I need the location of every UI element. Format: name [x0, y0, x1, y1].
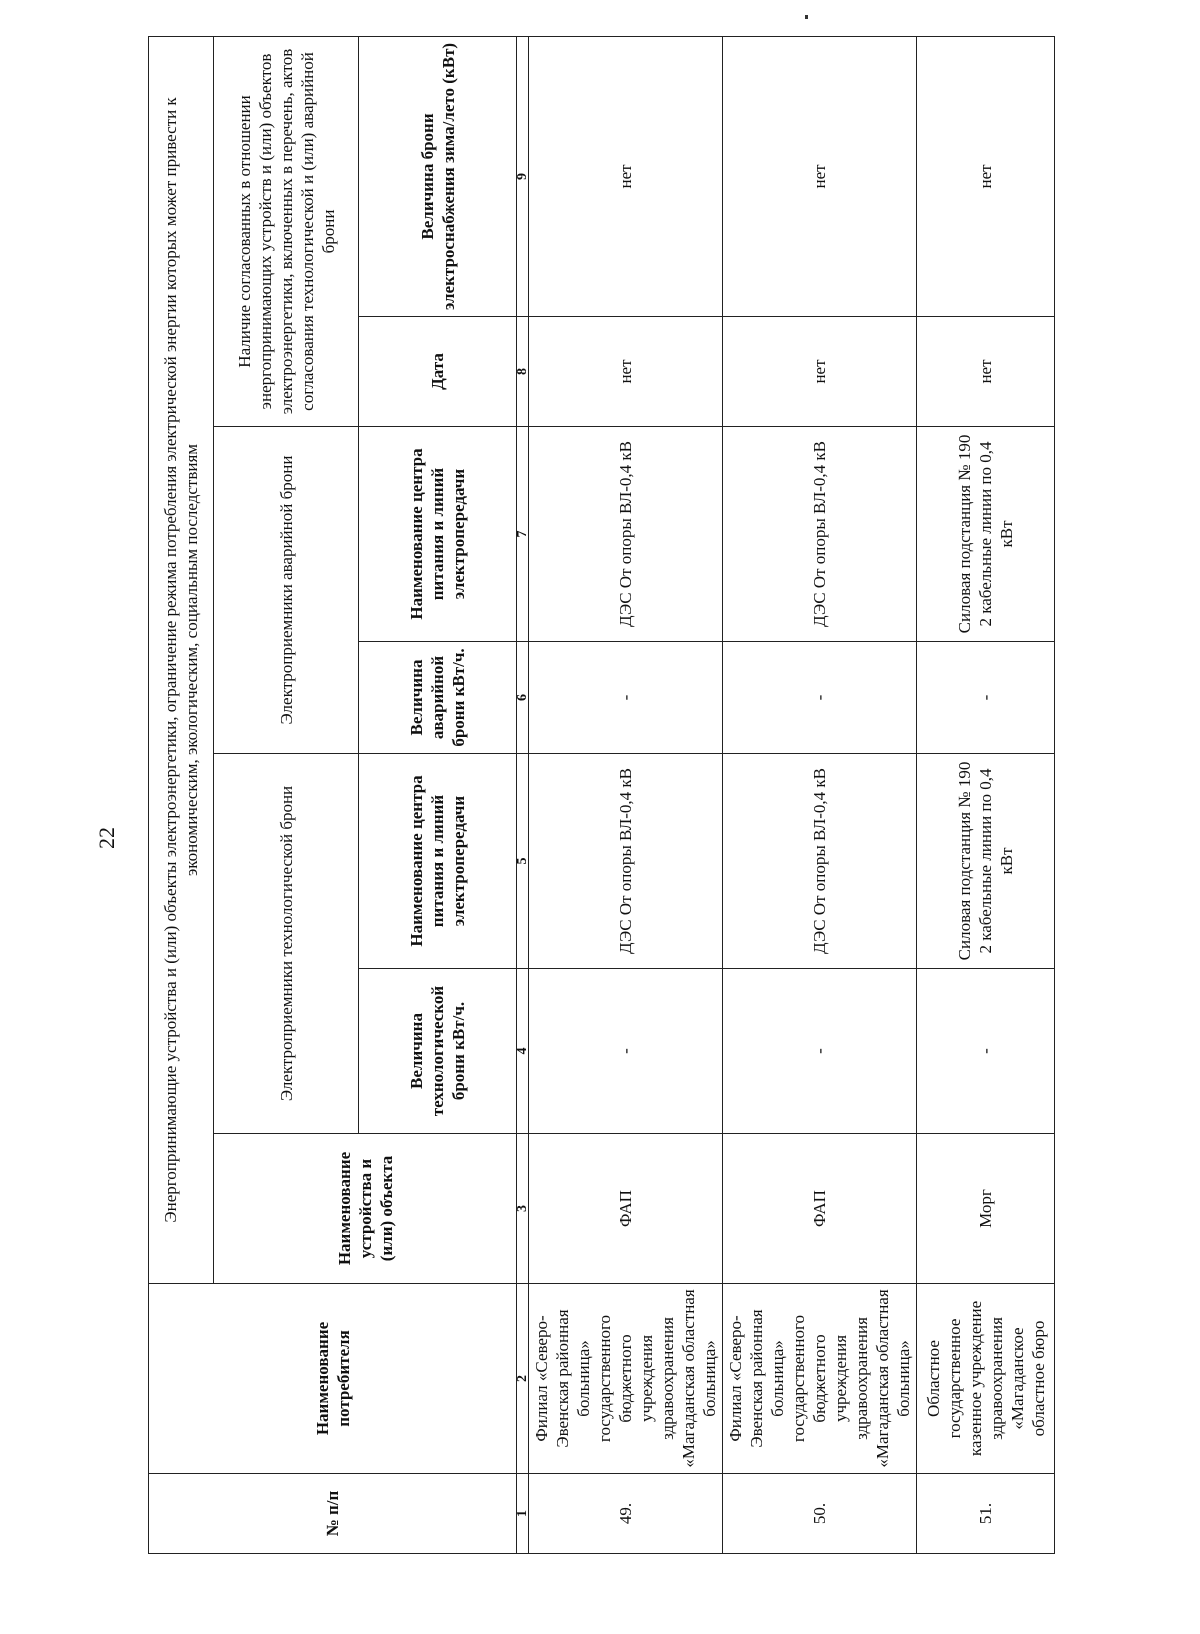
emerg-value: - [917, 642, 1055, 754]
emerg-center: Силовая подстанция № 190 2 кабельные линии по 0,4 кВт [917, 427, 1055, 642]
tech-value: - [723, 969, 917, 1134]
consumer-name: Филиал «Северо-Эвенская районная больница» государственного бюджетного учреждения здравоохранения «Магаданская областная больница» [723, 1284, 917, 1474]
header-emerg-center: Наименование центра питания и линий электропередачи [359, 427, 517, 642]
reserve-value: нет [529, 36, 723, 316]
header-emerg-value: Величина аварийной брони кВт/ч. [359, 642, 517, 754]
tech-center: ДЭС От опоры ВЛ-0,4 кВ [723, 754, 917, 969]
tech-center: Силовая подстанция № 190 2 кабельные линии по 0,4 кВт [917, 754, 1055, 969]
consumer-name: Областное государственное казенное учреждение здравоохранения «Магаданское областное бюро [917, 1284, 1055, 1474]
header-tech-group: Электроприемники технологической брони [214, 754, 359, 1134]
column-number: 4 [517, 969, 529, 1134]
column-number: 7 [517, 427, 529, 642]
emerg-value: - [529, 642, 723, 754]
column-number: 1 [517, 1474, 529, 1554]
header-tech-center: Наименование центра питания и линий электропередачи [359, 754, 517, 969]
column-number-row [517, 36, 529, 1553]
scan-speck [805, 15, 808, 19]
header-tech-value: Величина технологической брони кВт/ч. [359, 969, 517, 1134]
column-number: 2 [517, 1284, 529, 1474]
table-row [529, 36, 723, 1553]
row-number: 49. [529, 1474, 723, 1554]
column-number: 3 [517, 1134, 529, 1284]
column-number: 5 [517, 754, 529, 969]
header-group-title: Энергопринимающие устройства и (или) объекты электроэнергетики, ограничение режима потребления электрической энергии которых может привести к экономическим, экологическим, социальным последствиям [149, 36, 214, 1283]
header-device-name: Наименование устройства и (или) объекта [214, 1134, 517, 1284]
header-emerg-group: Электроприемники аварийной брони [214, 427, 359, 754]
row-number: 50. [723, 1474, 917, 1554]
header-row-1 [149, 36, 214, 1553]
tech-value: - [529, 969, 723, 1134]
reserve-value: нет [917, 36, 1055, 316]
tech-value: - [917, 969, 1055, 1134]
device-name: ФАП [723, 1134, 917, 1284]
header-date: Дата [359, 317, 517, 427]
tech-center: ДЭС От опоры ВЛ-0,4 кВ [529, 754, 723, 969]
header-acts-group: Наличие согласованных в отношении энергопринимающих устройств и (или) объектов электроэнергетики, включенных в перечень, актов согласования технологической и (или) аварийной брони [214, 36, 359, 426]
device-name: Морг [917, 1134, 1055, 1284]
consumer-name: Филиал «Северо-Эвенская районная больница» государственного бюджетного учреждения здравоохранения «Магаданская областная больница» [529, 1284, 723, 1474]
header-consumer-name: Наименование потребителя [149, 1284, 517, 1474]
emerg-value: - [723, 642, 917, 754]
header-reserve-value: Величина брони электроснабжения зима/лето (кВт) [359, 36, 517, 316]
power-consumers-table [148, 36, 1055, 1554]
column-number: 9 [517, 36, 529, 316]
emerg-center: ДЭС От опоры ВЛ-0,4 кВ [723, 427, 917, 642]
page-number: 22 [94, 827, 119, 849]
table-row [723, 36, 917, 1553]
agreement-date: нет [917, 317, 1055, 427]
header-col-num: № п/п [149, 1474, 517, 1554]
table-row [917, 36, 1055, 1553]
row-number: 51. [917, 1474, 1055, 1554]
emerg-center: ДЭС От опоры ВЛ-0,4 кВ [529, 427, 723, 642]
column-number: 6 [517, 642, 529, 754]
device-name: ФАП [529, 1134, 723, 1284]
agreement-date: нет [529, 317, 723, 427]
column-number: 8 [517, 317, 529, 427]
agreement-date: нет [723, 317, 917, 427]
reserve-value: нет [723, 36, 917, 316]
